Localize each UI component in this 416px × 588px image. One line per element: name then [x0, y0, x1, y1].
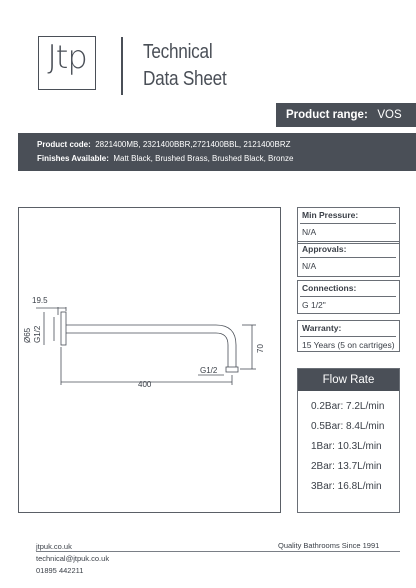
connections-box — [297, 280, 400, 314]
shower-arm-drawing — [18, 207, 281, 513]
warranty-value: 15 Years (5 on cartriges) — [302, 340, 395, 350]
min-pressure-value: N/A — [302, 227, 317, 237]
dim-outlet-thread-label: G1/2 — [200, 366, 218, 375]
footer-contact — [36, 541, 109, 577]
product-code-row — [37, 138, 416, 152]
header-divider — [121, 37, 123, 95]
dim-flange-depth-label: 19.5 — [32, 296, 48, 305]
brand-logo: Jtp — [47, 38, 87, 76]
footer-tagline: Quality Bathrooms Since 1991 — [278, 541, 380, 550]
arm-tube-upper — [66, 325, 236, 367]
warranty-label: Warranty: — [302, 323, 342, 333]
arm-tube-lower — [66, 333, 228, 367]
outlet-nut — [226, 367, 238, 372]
document-title — [143, 39, 226, 93]
approvals-label: Approvals: — [302, 244, 347, 254]
product-range-bar — [276, 103, 416, 127]
flow-rate-row: 0.2Bar: 7.2L/min — [311, 401, 385, 412]
finishes-label: Finishes Available: — [37, 154, 109, 163]
title-line-1: Technical — [143, 41, 213, 63]
title-line-2: Data Sheet — [143, 68, 227, 90]
flow-rate-box — [297, 368, 400, 513]
connections-label: Connections: — [302, 283, 357, 293]
connections-value: G 1/2" — [302, 300, 326, 310]
min-pressure-box — [297, 207, 400, 244]
footer-website[interactable]: jtpuk.co.uk — [36, 542, 72, 551]
finishes-value: Matt Black, Brushed Brass, Brushed Black, Bronze — [113, 154, 294, 163]
flow-rate-row: 3Bar: 16.8L/min — [311, 481, 382, 492]
dim-thread-label: G1/2 — [33, 325, 42, 343]
product-range-label: Product range: — [286, 109, 368, 121]
dim-flange-dia-label: Ø65 — [23, 327, 32, 343]
dim-drop-label: 70 — [256, 344, 265, 353]
footer-email[interactable]: technical@jtpuk.co.uk — [36, 554, 110, 563]
min-pressure-label: Min Pressure: — [302, 210, 359, 220]
dim-length-label: 400 — [138, 380, 152, 389]
approvals-box — [297, 241, 400, 277]
flow-rate-row: 0.5Bar: 8.4L/min — [311, 421, 385, 432]
wall-flange-shape — [61, 312, 66, 345]
finishes-row — [37, 152, 416, 166]
approvals-value: N/A — [302, 261, 317, 271]
flow-rate-row: 2Bar: 13.7L/min — [311, 461, 382, 472]
product-code-label: Product code: — [37, 140, 91, 149]
warranty-box — [297, 320, 400, 352]
product-range-value: VOS — [377, 109, 402, 121]
product-info-bar — [18, 133, 416, 171]
footer-rule — [36, 551, 400, 552]
product-code-value: 2821400MB, 2321400BBR,2721400BBL, 2121400BRZ — [95, 140, 291, 149]
flow-rate-row: 1Bar: 10.3L/min — [311, 441, 382, 452]
footer-phone: 01895 442211 — [36, 566, 84, 575]
flow-rate-title: Flow Rate — [298, 369, 399, 391]
